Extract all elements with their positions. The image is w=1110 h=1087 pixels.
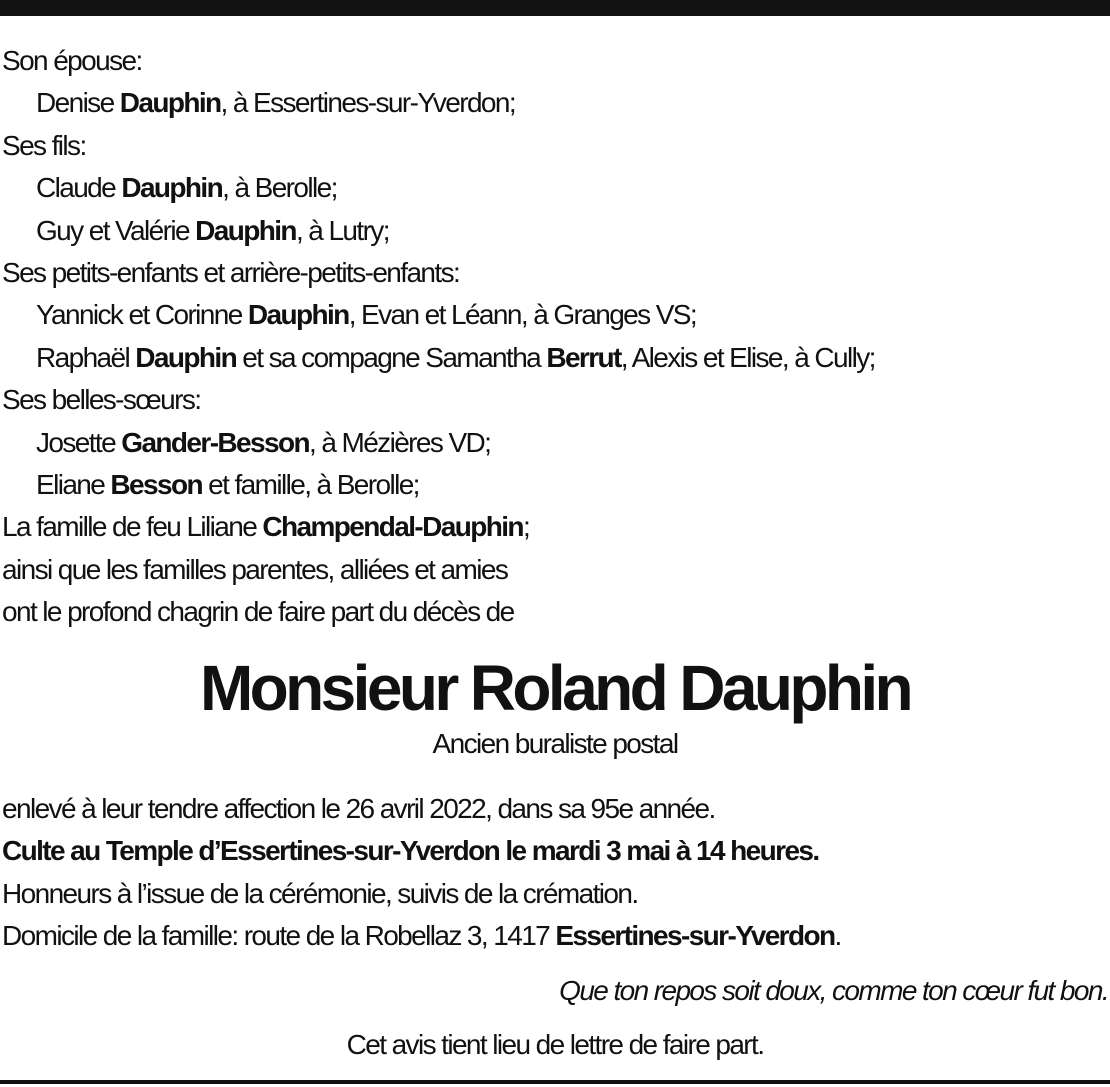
details-block bbox=[2, 788, 1108, 958]
late-family-line: La famille de feu Liliane Champendal-Dauphin; bbox=[2, 511, 530, 543]
bottom-rule bbox=[0, 1080, 1110, 1084]
sisters-in-law-heading: Ses belles-sœurs: bbox=[2, 384, 201, 416]
spouse-heading: Son épouse: bbox=[2, 45, 142, 76]
honours-line: Honneurs à l’issue de la cérémonie, suivis de la crémation. bbox=[2, 877, 638, 909]
grandchild-entry: Yannick et Corinne Dauphin, Evan et Léann, à Granges VS; bbox=[36, 299, 697, 331]
deceased-occupation: Ancien buraliste postal bbox=[432, 728, 678, 759]
sons-heading: Ses fils: bbox=[2, 129, 86, 161]
epitaph-quote: Que ton repos soit doux, comme ton cœur fut bon. bbox=[559, 975, 1108, 1006]
top-rule bbox=[0, 0, 1110, 16]
sister-in-law-entry: Josette Gander-Besson, à Mézières VD; bbox=[36, 426, 491, 458]
closing-line-2: ont le profond chagrin de faire part du décès de bbox=[2, 596, 514, 628]
notice-line: Cet avis tient lieu de lettre de faire part. bbox=[346, 1029, 764, 1060]
closing-line-1: ainsi que les familles parentes, alliées et amies bbox=[2, 553, 508, 585]
service-line: Culte au Temple d’Essertines-sur-Yverdon le mardi 3 mai à 14 heures. bbox=[2, 835, 819, 867]
son-entry: Guy et Valérie Dauphin, à Lutry; bbox=[36, 214, 389, 246]
family-list bbox=[2, 40, 1108, 634]
son-entry: Claude Dauphin, à Berolle; bbox=[36, 172, 337, 204]
grandchildren-heading: Ses petits-enfants et arrière-petits-enfants: bbox=[2, 257, 460, 289]
death-line: enlevé à leur tendre affection le 26 avril 2022, dans sa 95e année. bbox=[2, 793, 715, 824]
grandchild-entry: Raphaël Dauphin et sa compagne Samantha Berrut, Alexis et Elise, à Cully; bbox=[36, 341, 875, 373]
spouse-entry: Denise Dauphin, à Essertines-sur-Yverdon; bbox=[36, 87, 516, 119]
deceased-name: Monsieur Roland Dauphin bbox=[199, 652, 911, 724]
sister-in-law-entry: Eliane Besson et famille, à Berolle; bbox=[36, 469, 419, 501]
address-line: Domicile de la famille: route de la Robellaz 3, 1417 Essertines-sur-Yverdon. bbox=[2, 920, 841, 952]
